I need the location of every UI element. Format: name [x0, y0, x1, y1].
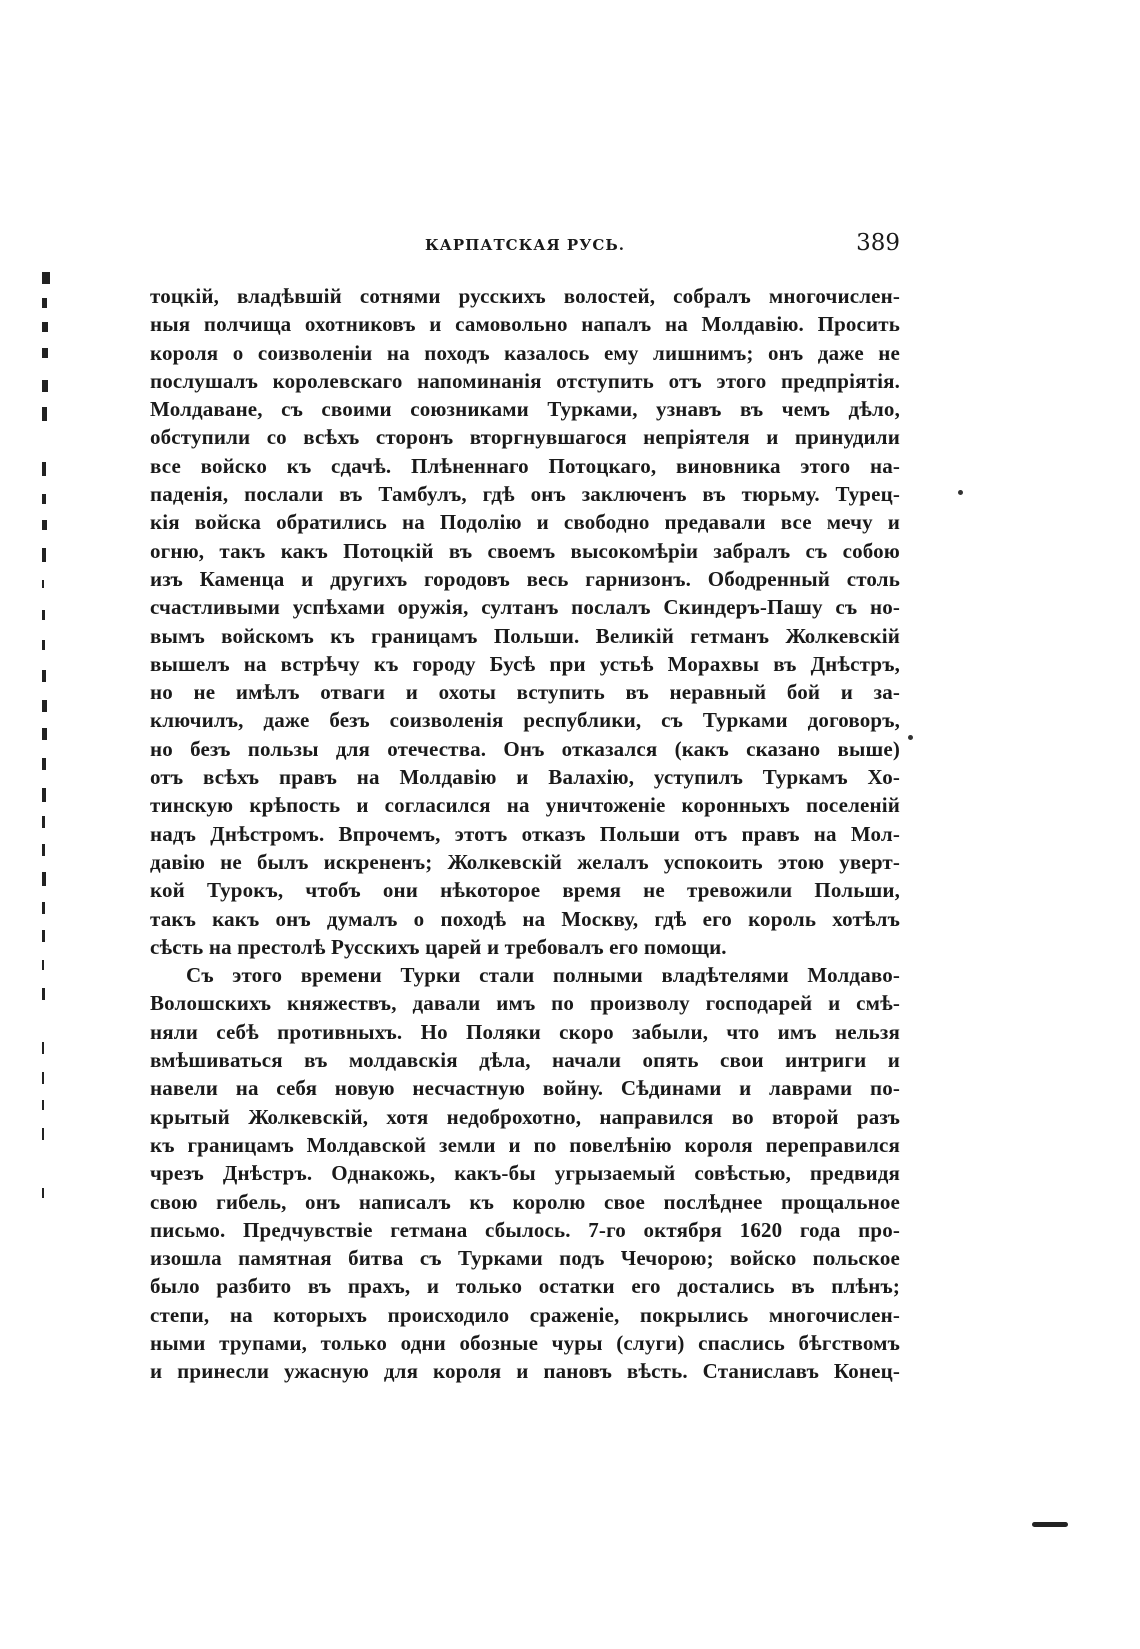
text-line: ключилъ, даже безъ соизволенія республики, съ Турками договоръ, [150, 708, 900, 733]
text-line: огню, такъ какъ Потоцкій въ своемъ высокомѣріи забралъ съ собою [150, 538, 900, 563]
text-line: вмѣшиваться въ молдавскія дѣла, начали опять свои интриги и [150, 1048, 900, 1073]
scan-speck [958, 490, 963, 495]
text-line: навели на себя новую несчастную войну. Сѣдинами и лаврами по- [150, 1076, 900, 1101]
margin-mark [42, 322, 48, 332]
text-line: но не имѣлъ отваги и охоты вступить въ неравный бой и за- [150, 680, 900, 705]
text-line: но безъ пользы для отечества. Онъ отказался (какъ сказано выше) [150, 736, 900, 761]
text-line: короля о соизволеніи на походъ казалось ему лишнимъ; онъ даже не [150, 340, 900, 365]
page-number: 389 [856, 230, 900, 256]
text-line: изъ Каменца и другихъ городовъ весь гарнизонъ. Ободренный столь [150, 566, 900, 591]
text-line: къ границамъ Молдавской земли и по повелѣнію короля переправился [150, 1132, 900, 1157]
margin-mark [42, 670, 46, 682]
margin-mark [42, 844, 45, 856]
text-line: няли себѣ противныхъ. Но Поляки скоро забыли, что имъ нельзя [150, 1019, 900, 1044]
margin-mark [42, 960, 44, 970]
text-line: послушалъ королевскаго напоминанія отступить отъ этого предпріятія. [150, 368, 900, 393]
text-line: тинскую крѣпость и согласился на уничтоженіе коронныхъ поселеній [150, 793, 900, 818]
text-line-paragraph-start: Съ этого времени Турки стали полными владѣтелями Молдаво- [186, 963, 900, 988]
margin-mark [42, 1128, 44, 1140]
margin-mark [42, 272, 50, 284]
text-line: кой Турокъ, чтобъ они нѣкоторое время не тревожили Польши, [150, 878, 900, 903]
margin-mark [42, 788, 46, 802]
text-line: ныя полчища охотниковъ и самовольно напалъ на Молдавію. Просить [150, 312, 900, 337]
text-line: надъ Днѣстромъ. Впрочемъ, этотъ отказъ Польши отъ правъ на Мол- [150, 821, 900, 846]
running-header [150, 230, 900, 264]
margin-mark [42, 348, 48, 358]
margin-mark [42, 494, 46, 504]
text-line: изошла памятная битва съ Турками подъ Чечорою; войско польское [150, 1246, 900, 1271]
margin-mark [42, 1100, 44, 1110]
margin-mark [42, 610, 45, 620]
margin-mark [42, 1072, 44, 1084]
text-line: свою гибель, онъ написалъ къ королю свое послѣднее прощальное [150, 1189, 900, 1214]
margin-mark [42, 380, 48, 392]
body-text [150, 282, 900, 1386]
margin-mark [42, 640, 45, 650]
text-line: такъ какъ онъ думалъ о походѣ на Москву, гдѣ его король хотѣлъ [150, 906, 900, 931]
scan-speck [908, 735, 913, 740]
margin-mark [42, 758, 46, 770]
margin-mark [42, 548, 46, 562]
running-title: КАРПАТСКАЯ РУСЬ. [425, 236, 625, 254]
text-line: все войско къ сдачѣ. Плѣненнаго Потоцкаго, виновника этого на- [150, 453, 900, 478]
scan-artifact-dash [1032, 1522, 1068, 1527]
margin-mark [42, 728, 47, 740]
text-line: было разбито въ прахъ, и только остатки его достались въ плѣнъ; [150, 1274, 900, 1299]
text-line: Молдаване, съ своими союзниками Турками, узнавъ въ чемъ дѣло, [150, 397, 900, 422]
margin-mark [42, 902, 45, 914]
text-line: счастливыми успѣхами оружія, султанъ послалъ Скиндеръ-Пашу съ но- [150, 595, 900, 620]
text-line: вышелъ на встрѣчу къ городу Бусѣ при устьѣ Морахвы въ Днѣстръ, [150, 651, 900, 676]
text-line: отъ всѣхъ правъ на Молдавію и Валахію, уступилъ Туркамъ Хо- [150, 765, 900, 790]
margin-mark [42, 407, 47, 421]
margin-mark [42, 988, 45, 1000]
text-line: кія войска обратились на Подолію и свободно предавали все мечу и [150, 510, 900, 535]
text-line: давію не былъ искрененъ; Жолкевскій желалъ успокоить этою уверт- [150, 849, 900, 874]
text-line: Волошскихъ княжествъ, давали имъ по произволу господарей и смѣ- [150, 991, 900, 1016]
margin-mark [42, 816, 45, 828]
text-line: обступили со всѣхъ сторонъ вторгнувшагося непріятеля и принудили [150, 425, 900, 450]
text-line: письмо. Предчувствіе гетмана сбылось. 7-го октября 1620 года про- [150, 1217, 900, 1242]
text-line: вымъ войскомъ къ границамъ Польши. Великій гетманъ Жолкевскій [150, 623, 900, 648]
text-line: степи, на которыхъ происходило сраженіе, покрылись многочислен- [150, 1302, 900, 1327]
text-line: ными трупами, только одни обозные чуры (слуги) спаслись бѣгствомъ [150, 1330, 900, 1355]
margin-mark [42, 872, 46, 886]
text-line: и принесли ужасную для короля и пановъ вѣсть. Станиславъ Конец- [150, 1359, 900, 1384]
margin-mark [42, 298, 47, 308]
margin-mark [42, 520, 47, 530]
margin-mark [42, 1188, 44, 1198]
margin-mark [42, 700, 47, 712]
text-line: паденія, послали въ Тамбулъ, гдѣ онъ заключенъ въ тюрьму. Турец- [150, 482, 900, 507]
text-line: крытый Жолкевскій, хотя недоброхотно, направился во второй разъ [150, 1104, 900, 1129]
text-line: тоцкій, владѣвшій сотнями русскихъ волостей, собралъ многочислен- [150, 284, 900, 308]
margin-mark [42, 462, 46, 476]
margin-mark [42, 580, 44, 588]
text-line-paragraph-end: сѣсть на престолѣ Русскихъ царей и требовалъ его помощи. [150, 934, 727, 959]
left-margin-bleed-marks [42, 272, 72, 1252]
text-line: чрезъ Днѣстръ. Однакожь, какъ-бы угрызаемый совѣстью, предвидя [150, 1161, 900, 1186]
margin-mark [42, 930, 45, 942]
margin-mark [42, 1042, 44, 1054]
